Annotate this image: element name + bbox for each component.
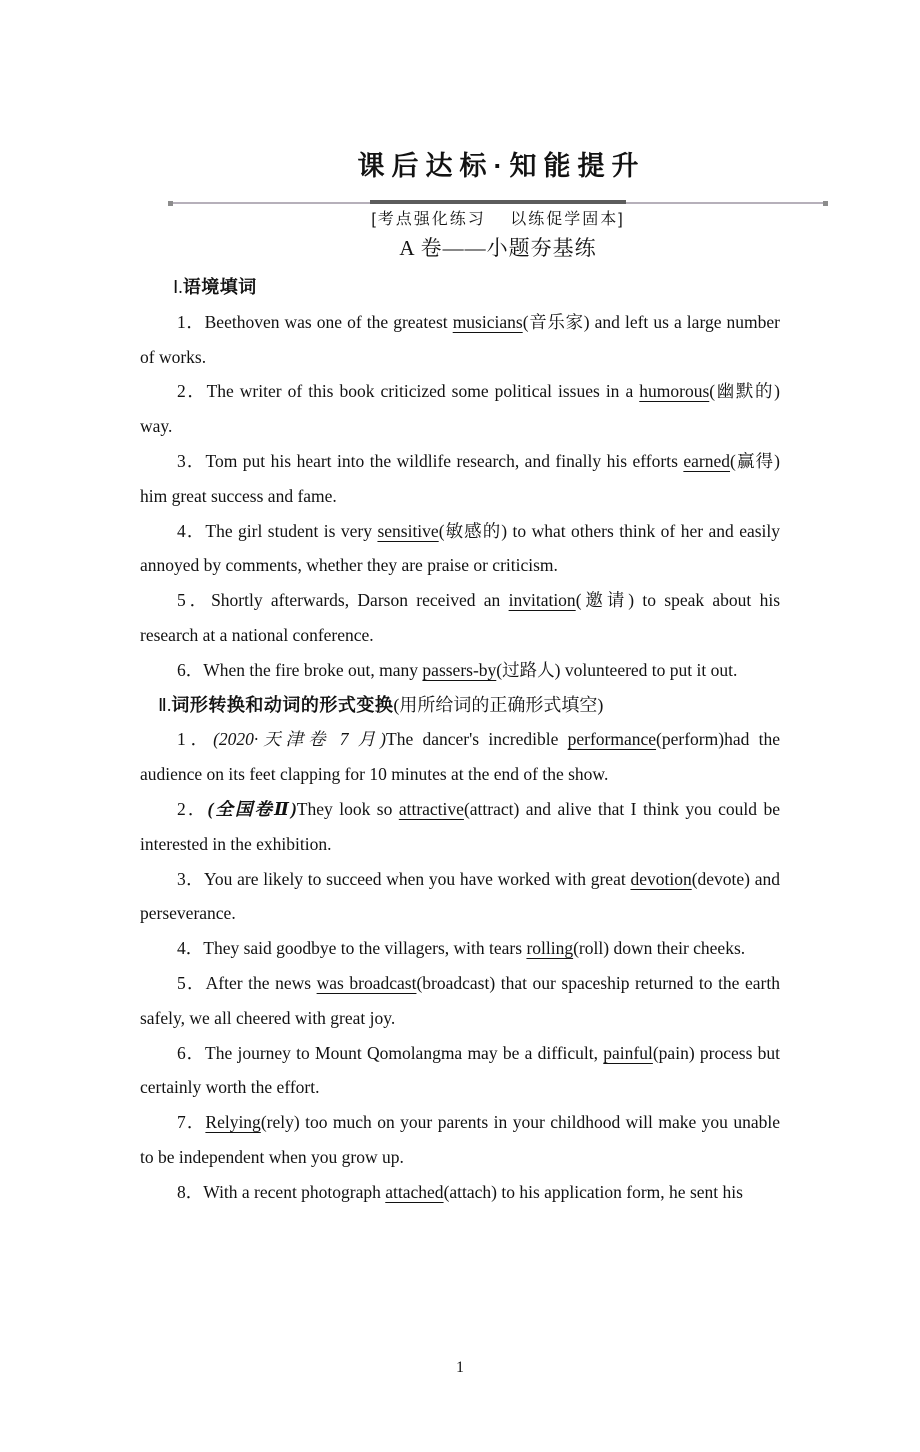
- item-text: The dancer's incredible: [386, 729, 568, 750]
- item-number: 2．: [177, 799, 208, 820]
- header-rule-cap-left: [168, 201, 173, 206]
- section-heading: [140, 270, 780, 305]
- exam-source-tag: (全国卷Ⅱ): [207, 799, 297, 820]
- answer-blank: attached: [385, 1181, 444, 1202]
- answer-blank: musicians: [452, 311, 523, 332]
- item-text: (音乐家) and left us a large number of works.: [140, 311, 780, 367]
- answer-blank: was broadcast: [316, 973, 417, 994]
- item-text: You are likely to succeed when you have worked with great: [203, 868, 631, 889]
- exercise-item: [140, 514, 780, 584]
- answer-blank: humorous: [639, 381, 710, 402]
- answer-blank: sensitive: [377, 520, 439, 541]
- item-text: (过路人) volunteered to put it out.: [496, 659, 738, 680]
- exercise-item: [140, 374, 780, 444]
- item-text: (perform)had the audience on its feet clapping for 10 minutes at the end of the show.: [140, 729, 780, 785]
- exercise-item: [140, 792, 780, 862]
- item-number: 4．: [177, 938, 204, 959]
- item-text: The writer of this book criticized some political issues in a: [206, 381, 640, 402]
- exercise-item: [140, 1175, 780, 1210]
- section-i: [140, 270, 780, 688]
- item-text: (pain) process but certainly worth the effort.: [140, 1042, 780, 1098]
- exercise-list: [140, 722, 780, 1209]
- header-rule-cap-right: [823, 201, 828, 206]
- item-number: 2．: [177, 381, 207, 402]
- item-text: (敏感的) to what others think of her and easily annoyed by comments, whether they are praise or criticism.: [140, 520, 781, 576]
- item-number: 5．: [177, 973, 206, 994]
- item-number: 4．: [177, 520, 206, 541]
- item-number: 6．: [177, 1042, 205, 1063]
- exercise-list: [140, 305, 780, 688]
- answer-blank: performance: [567, 729, 657, 750]
- answer-blank: painful: [603, 1042, 653, 1063]
- answer-blank: earned: [683, 451, 731, 472]
- answer-blank: rolling: [526, 938, 574, 959]
- item-text: (attach) to his application form, he sent his: [443, 1181, 743, 1202]
- item-text: (赢得) him great success and fame.: [140, 451, 781, 506]
- item-number: 3．: [177, 451, 206, 472]
- item-text: Beethoven was one of the greatest: [204, 311, 453, 332]
- section-ii: [140, 688, 780, 1210]
- page-number: 1: [456, 1359, 464, 1376]
- item-number: 1．: [177, 311, 205, 332]
- item-text: (邀请) to speak about his research at a national conference.: [140, 590, 780, 646]
- section-title: 词形转换和动词的形式变换: [171, 694, 394, 715]
- section-heading: [140, 688, 780, 723]
- exercise-item: [140, 583, 780, 653]
- item-text: After the news: [205, 973, 317, 994]
- header-rule: [168, 200, 828, 206]
- item-number: 1．: [177, 729, 214, 750]
- answer-blank: invitation: [508, 590, 576, 611]
- answer-blank: attractive: [398, 799, 464, 820]
- exercise-item: [140, 722, 780, 792]
- item-text: The journey to Mount Qomolangma may be a difficult,: [205, 1042, 604, 1063]
- item-number: 6．: [177, 659, 204, 680]
- exercise-item: [140, 653, 780, 688]
- exercise-item: [140, 966, 780, 1036]
- item-text: They said goodbye to the villagers, with tears: [203, 938, 527, 959]
- item-text: Shortly afterwards, Darson received an: [211, 590, 509, 611]
- item-number: 8．: [177, 1181, 204, 1202]
- answer-blank: Relying: [205, 1112, 261, 1133]
- item-text: The girl student is very: [205, 520, 378, 541]
- item-text: (broadcast) that our spaceship returned to the earth safely, we all cheered with great joy.: [140, 973, 780, 1028]
- page-title: 课后达标·知能提升: [357, 151, 646, 181]
- item-text: (devote) and perseverance.: [140, 868, 781, 924]
- header-subtitle: [考点强化练习 以练促学固本]: [371, 211, 625, 229]
- section-number: Ⅰ.: [173, 277, 183, 298]
- answer-blank: passers-by: [422, 659, 497, 680]
- item-text: (roll) down their cheeks.: [573, 938, 746, 959]
- header-rule-accent: [370, 200, 626, 204]
- document-header: [168, 150, 828, 262]
- paper-a-heading: A 卷——小题夯基练: [399, 236, 597, 261]
- exercise-item: [140, 862, 780, 932]
- exam-source-tag: (2020·天津卷 7 月): [213, 729, 386, 750]
- item-text: (幽默的) way.: [140, 381, 781, 437]
- exercise-item: [140, 305, 780, 375]
- exercise-item: [140, 931, 780, 966]
- item-text: (attract) and alive that I think you could be interested in the exhibition.: [140, 799, 780, 854]
- section-title: 语境填词: [182, 277, 257, 298]
- exercise-item: [140, 444, 780, 514]
- item-text: When the fire broke out, many: [203, 659, 423, 680]
- section-suffix: (用所给词的正确形式填空): [393, 694, 604, 715]
- document-page: [0, 150, 920, 1452]
- item-text: (rely) too much on your parents in your childhood will make you unable to be independent when you grow up.: [140, 1112, 781, 1167]
- item-number: 7．: [177, 1112, 206, 1133]
- answer-blank: devotion: [630, 868, 692, 889]
- item-text: Tom put his heart into the wildlife research, and finally his efforts: [205, 451, 684, 472]
- item-number: 5．: [177, 590, 212, 611]
- item-text: They look so: [296, 799, 399, 820]
- item-number: 3．: [177, 868, 204, 889]
- section-number: Ⅱ.: [158, 694, 172, 715]
- exercise-item: [140, 1036, 780, 1106]
- item-text: With a recent photograph: [203, 1181, 386, 1202]
- worksheet-body: [140, 270, 780, 1210]
- exercise-item: [140, 1105, 780, 1175]
